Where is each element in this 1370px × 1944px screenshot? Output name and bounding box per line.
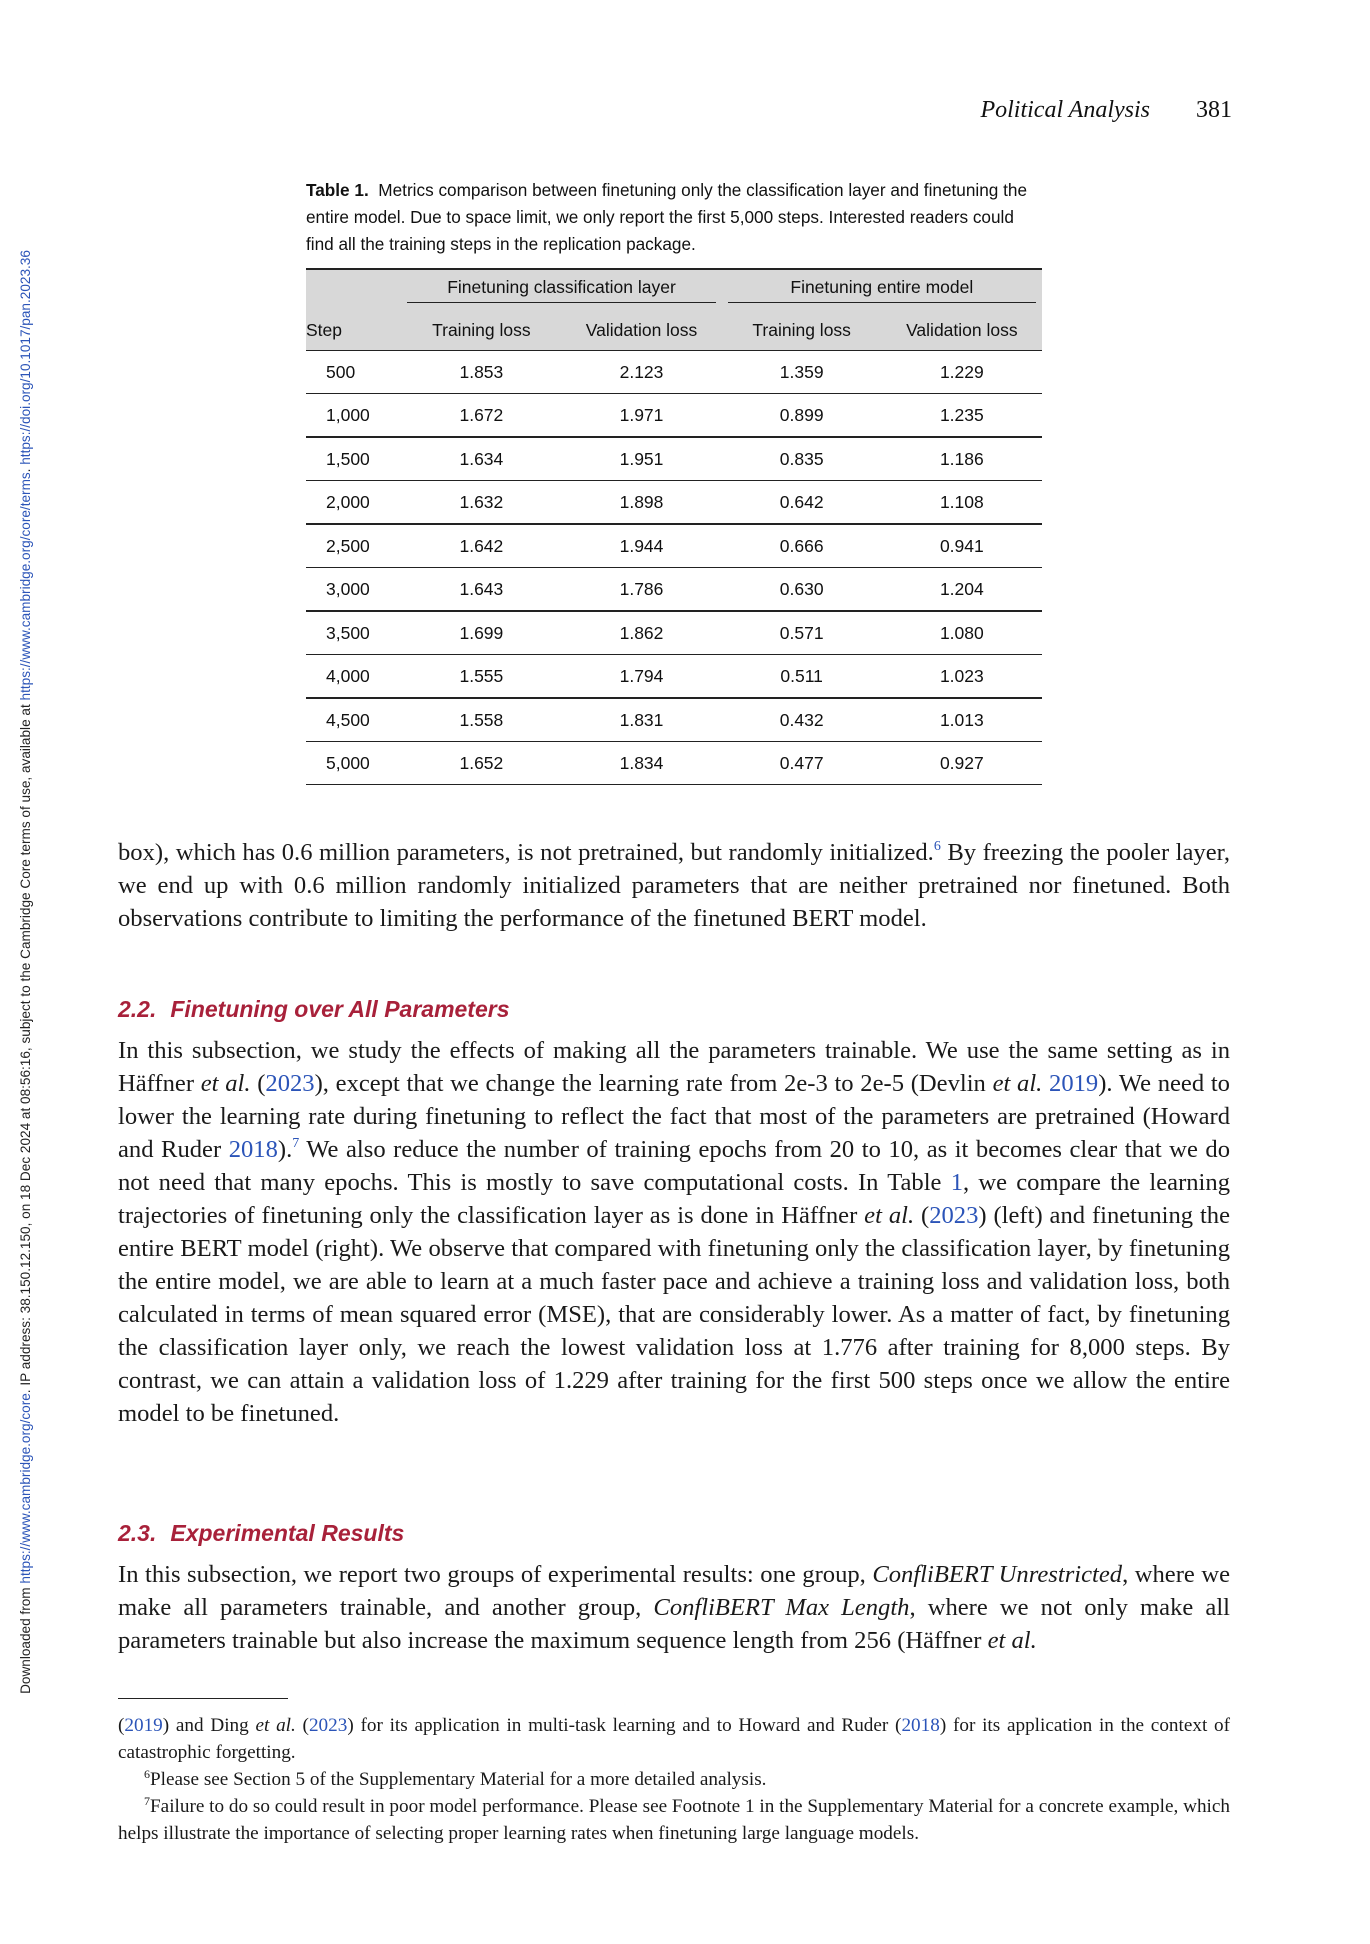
et-al: et al.: [255, 1715, 296, 1736]
model-name: ConfliBERT Unrestricted: [872, 1561, 1123, 1588]
download-separator: .: [18, 464, 33, 473]
section-number: 2.2.: [118, 996, 157, 1022]
metric-cell: 1.951: [619, 448, 664, 469]
table-row: [306, 394, 1042, 438]
paragraph-text: (: [914, 1202, 930, 1229]
table-row: [306, 655, 1042, 699]
metric-cell: 1.235: [939, 404, 984, 425]
paragraph-text: ).: [277, 1136, 293, 1163]
metric-cell: 1.831: [619, 709, 664, 730]
metric-cell: 0.432: [779, 709, 824, 730]
column-header-training-loss-b: Training loss: [722, 310, 882, 351]
citation-link[interactable]: 2023: [308, 1715, 348, 1736]
metric-cell: 1.229: [939, 361, 984, 382]
group-header-entire-model-text: Finetuning entire model: [728, 277, 1036, 303]
step-cell: 500: [326, 361, 356, 382]
paragraph-text: By freezing the pooler layer, we end up with 0.6 million randomly initialized parameters that are neither pretrained nor finetuned. Both observations contribute to limiting the performance of the finetuned BERT model.: [118, 839, 1231, 932]
table-group-header-row: [306, 269, 1042, 310]
download-notice-text: [13, 0, 39, 1944]
table-column-header-row: [306, 310, 1042, 351]
paragraph-text: box), which has 0.6 million parameters, is not pretrained, but randomly initialized.: [118, 839, 934, 866]
step-cell: 3,000: [326, 578, 370, 599]
footnote-7-number: 7: [144, 1794, 150, 1808]
step-cell: 4,000: [326, 665, 370, 686]
footnote-rule: [118, 1698, 288, 1699]
footnote-text: (: [295, 1715, 309, 1736]
paragraph-text: ) (left) and finetuning the entire BERT model (right). We observe that compared with finetuning only the classification layer, by finetuning the entire model, we are able to learn at a much faster pace and achieve a training loss and validation loss, both calculated in terms of mean squared error (MSE), that are considerably lower. As a matter of fact, by finetuning the classification layer only, we reach the lowest validation loss at 1.776 after training for 8,000 steps. By contrast, we can attain a validation loss of 1.229 after training for the first 500 steps once we allow the entire model to be finetuned.: [118, 1202, 1230, 1427]
table-row: [306, 568, 1042, 612]
paragraph-text: , where we not only make all parameters trainable but also increase the maximum sequence length from 256 (Häffner: [118, 1594, 1230, 1654]
metric-cell: 1.555: [459, 665, 504, 686]
et-al: et al.: [864, 1202, 915, 1229]
metric-cell: 0.630: [779, 578, 824, 599]
metric-cell: 1.971: [619, 404, 664, 425]
table-1: [306, 177, 1042, 785]
group-header-classification-text: Finetuning classification layer: [407, 277, 715, 303]
journal-name: Political Analysis: [980, 97, 1150, 123]
section-heading-2-3: [118, 1520, 404, 1547]
citation-link[interactable]: 2019: [124, 1715, 163, 1736]
step-cell: 4,500: [326, 709, 370, 730]
section-title: Experimental Results: [170, 1520, 405, 1546]
footnote-7: [118, 1793, 1230, 1847]
metric-cell: 1.794: [619, 665, 664, 686]
et-al: et al.: [200, 1070, 251, 1097]
citation-link[interactable]: 2018: [901, 1715, 940, 1736]
footnote-6-text: Please see Section 5 of the Supplementary Material for a more detailed analysis.: [150, 1769, 767, 1790]
download-ip-text: . IP address: 38.150.12.150, on 18 Dec 2024 at 08:56:16, subject to the Cambridge Core terms of use, available at: [18, 700, 33, 1394]
group-header-entire-model: [722, 269, 1042, 310]
metric-cell: 1.862: [619, 622, 664, 643]
footnote-continuation: [118, 1712, 1230, 1766]
table-row: [306, 437, 1042, 481]
step-cell: 1,000: [326, 404, 370, 425]
table-1-link[interactable]: 1: [950, 1169, 963, 1196]
metric-cell: 1.013: [939, 709, 984, 730]
paragraph-experimental-results: [118, 1558, 1230, 1657]
model-name: ConfliBERT Max Length: [653, 1594, 910, 1621]
footnote-7-text: Failure to do so could result in poor model performance. Please see Footnote 1 in the Supplementary Material for a concrete example, which helps illustrate the importance of selecting proper learning rates when finetuning large language models.: [118, 1796, 1230, 1844]
et-al: et al.: [987, 1627, 1037, 1654]
metric-cell: 1.634: [459, 448, 504, 469]
metric-cell: 0.899: [779, 404, 824, 425]
table-header-empty: [306, 269, 401, 310]
paragraph-finetuning-all: [118, 1034, 1230, 1430]
metric-cell: 1.080: [939, 622, 984, 643]
metric-cell: 1.642: [459, 535, 504, 556]
footnote-text: ) and Ding: [162, 1715, 256, 1736]
step-cell: 2,500: [326, 535, 370, 556]
metric-cell: 1.652: [459, 752, 504, 773]
paragraph-text: ). We need to lower the learning rate during finetuning to reflect the fact that most of the parameters are pretrained (Howard and Ruder: [118, 1070, 1230, 1163]
table-row: [306, 698, 1042, 742]
metric-cell: 0.835: [779, 448, 824, 469]
metric-cell: 1.834: [619, 752, 664, 773]
citation-link[interactable]: 2019: [1049, 1070, 1099, 1097]
download-notice-sidebar: [0, 0, 33, 1944]
metric-cell: 0.927: [939, 752, 984, 773]
step-cell: 1,500: [326, 448, 370, 469]
section-heading-2-2: [118, 996, 510, 1023]
metric-cell: 1.108: [939, 491, 984, 512]
footnote-6: [118, 1766, 1230, 1793]
citation-link[interactable]: 2023: [929, 1202, 979, 1229]
metric-cell: 1.786: [619, 578, 664, 599]
metric-cell: 1.023: [939, 665, 984, 686]
group-header-classification-layer: [401, 269, 721, 310]
terms-link[interactable]: https://www.cambridge.org/core/terms: [18, 472, 33, 701]
footnote-6-number: 6: [144, 1767, 150, 1781]
footnote-text: ) for its application in the context of catastrophic forgetting.: [118, 1715, 1231, 1763]
metric-cell: 1.898: [619, 491, 664, 512]
metric-cell: 1.558: [459, 709, 504, 730]
table-body: [306, 351, 1042, 785]
page-number: 381: [1196, 97, 1232, 123]
paragraph-text: In this subsection, we study the effects of making all the parameters trainable. We use the same setting as in Häffner: [118, 1037, 1230, 1097]
metric-cell: 1.699: [459, 622, 504, 643]
metric-cell: 1.632: [459, 491, 504, 512]
download-prefix: Downloaded from: [18, 1583, 33, 1694]
paragraph-text: ), except that we change the learning rate from 2e-3 to 2e-5 (Devlin: [314, 1070, 993, 1097]
paragraph-pooler-layer: [118, 836, 1230, 935]
metric-cell: 2.123: [619, 361, 664, 382]
metric-cell: 1.853: [459, 361, 504, 382]
column-header-validation-loss-b: Validation loss: [882, 310, 1042, 351]
section-number: 2.3.: [118, 1520, 157, 1546]
running-head: [980, 97, 1232, 124]
metric-cell: 1.204: [939, 578, 984, 599]
metric-cell: 1.672: [459, 404, 504, 425]
footnote-text: ) for its application in multi-task learning and to Howard and Ruder (: [347, 1715, 902, 1736]
paragraph-text: We also reduce the number of training epochs from 20 to 10, as it becomes clear that we do not need that many epochs. This is mostly to save computational costs. In Table: [118, 1136, 1230, 1196]
table-caption-label: Table 1.: [306, 180, 369, 200]
table-row: [306, 742, 1042, 785]
section-title: Finetuning over All Parameters: [170, 996, 510, 1022]
et-al: et al.: [992, 1070, 1043, 1097]
metric-cell: 0.642: [779, 491, 824, 512]
metric-cell: 0.571: [779, 622, 824, 643]
citation-link[interactable]: 2023: [265, 1070, 315, 1097]
metrics-table: [306, 268, 1042, 785]
table-row: [306, 611, 1042, 655]
citation-link[interactable]: 2018: [228, 1136, 278, 1163]
step-cell: 5,000: [326, 752, 370, 773]
metric-cell: 0.666: [779, 535, 824, 556]
metric-cell: 0.511: [780, 665, 823, 686]
table-row: [306, 481, 1042, 525]
footnotes: [118, 1712, 1230, 1847]
metric-cell: 1.359: [779, 361, 824, 382]
column-header-step: Step: [306, 310, 401, 351]
table-row: [306, 524, 1042, 568]
column-header-validation-loss-a: Validation loss: [561, 310, 721, 351]
metric-cell: 1.643: [459, 578, 504, 599]
step-cell: 2,000: [326, 491, 370, 512]
doi-link[interactable]: https://doi.org/10.1017/pan.2023.36: [18, 250, 33, 465]
table-caption: [306, 177, 1042, 258]
paragraph-text: (: [250, 1070, 266, 1097]
column-header-training-loss-a: Training loss: [401, 310, 561, 351]
paragraph-text: , where we make all parameters trainable, and another group,: [118, 1561, 1230, 1621]
table-caption-text: Metrics comparison between finetuning only the classification layer and finetuning the entire model. Due to space limit, we only report the first 5,000 steps. Interested readers could find all the training steps in the replication package.: [306, 180, 1028, 254]
footnote-6-marker[interactable]: 6: [933, 839, 941, 854]
metric-cell: 0.941: [939, 535, 984, 556]
table-row: [306, 351, 1042, 394]
cambridge-core-link[interactable]: https://www.cambridge.org/core: [18, 1393, 33, 1584]
step-cell: 3,500: [326, 622, 370, 643]
paragraph-text: , we compare the learning trajectories of finetuning only the classification layer as is done in Häffner: [118, 1169, 1230, 1229]
footnote-text: (: [118, 1715, 125, 1736]
metric-cell: 1.944: [619, 535, 664, 556]
metric-cell: 0.477: [779, 752, 824, 773]
metric-cell: 1.186: [939, 448, 984, 469]
paragraph-text: In this subsection, we report two groups of experimental results: one group,: [118, 1561, 873, 1588]
footnote-7-marker[interactable]: 7: [292, 1136, 300, 1151]
